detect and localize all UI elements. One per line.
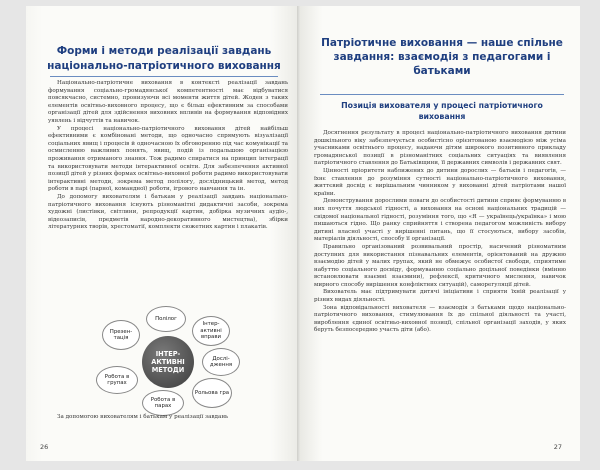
diagram-center: ІНТЕР-АКТИВНІ МЕТОДИ — [142, 336, 194, 388]
diagram-node: Робота в групах — [96, 366, 138, 394]
paragraph: Правильно організований розвивальний простір, насичений різноматним доступних для використання пізнавальних елементів, орієнтований на дружню взаємодію дітей у малих групах, який не обмежує особистої свободи, сприятиме набуттю соціального досвіду, формуванню соціально доцільної поведінки (вмінню встановлювати взаємні взаємини), рефлексії, критичного мислення, навичок мирного способу вирішення конфліктних ситуацій), саморегуляції дітей. — [314, 243, 566, 288]
interactive-methods-diagram — [74, 306, 264, 416]
page-number: 26 — [40, 443, 49, 451]
right-page-body — [314, 130, 566, 335]
paragraph: Досягнення результату в процесі національно-патріотичного виховання дитини дошкільного віку забезпечується особистісно орієнтованою взаємодією між усіма учасниками освітнього процесу, надаючи дітям широкого позитивного прикладу громадянської позиції в різноманітних соціальних ситуаціях та виявлення патріотичного ставлення до Батьківщини, її державних символів і державних свят. — [314, 130, 566, 167]
diagram-node: Рольова гра — [192, 378, 232, 408]
diagram-node: Дослі-дження — [202, 348, 240, 376]
diagram-node: Інтер-активні вправи — [192, 316, 230, 346]
paragraph: Національно-патріотичне виховання в контексті реалізації завдань формування соціально-громадянської компетентності має відбуватися повсякчасно, системно, пронизуючи всі моменти життя дітей. Жоден з таких елементів освітньо-виховного процесу, що є більш ефективним за способами організації дітей для здійснення виховних впливів на формування відповідних уявлень і відчуттів та навичок. — [48, 80, 288, 124]
diagram-node: Робота в парах — [142, 390, 184, 416]
diagram-node: Полілог — [146, 306, 186, 332]
paragraph: До допомогу вихователям і батькам у реалізації завдань національно-патріотичного виховання існують різноманітні дидактичні засоби, зокрема художні (листівки, світлини, репродукції картин, добірка музичних аудіо-, відеозаписів, предметів народно-декоративного мистецтва), збірки літературних творів, хрестоматії, комплекти сюжетних картин і плакатів. — [48, 193, 288, 231]
paragraph: Демонстрування дорослими поваги до особистості дитини сприяє формуванню в них почуття людської гідності, а виховання на основі національних традицій — свідомої національної гідності, розуміння того, що «Я — українець/українка» і мою пишаються гідно. Що ранку сприйняття і створена педагогом можливість вибору дитині власної участі у вирішенні питань, що її стосуються, вибору засобів, матеріалів діяльності, способу її організації. — [314, 198, 566, 243]
paragraph: За допомогою вихователям і батькам у реалізації завдань — [57, 414, 229, 420]
right-page-subtitle: Позиція вихователя у процесі патріотичного виховання — [341, 101, 543, 121]
paragraph: Вихователь має підтримувати дитячі ініціативи і сприяти їхній реалізації у різних видах діяльності. — [314, 289, 566, 304]
title-divider — [50, 76, 278, 77]
left-page-body — [48, 80, 288, 232]
paragraph: У процесі національно-патріотичного виховання дітей найбільш ефективними є комбіновані методи, що одночасно спрямують візуалізації соціальних явищ і процесів й одночасною їх обговоренню під час комунікації та осмисленню важливих понять, явищ, подій із подальшою організацією проживання отриманого знання. Тож радимо спиратися на принцип інтеграції та використовувати методи інтерактивної освіти. Для забезпечення активної позиції дітей у різних формах освітньо-виховної роботи радимо використовувати інтерактивні методи, зокрема метод полілогу, дослідницький метод, метод роботи в парі (парної, командної) роботи, ігрового навчання та ін. — [48, 125, 288, 193]
left-page — [26, 6, 298, 461]
diagram-node: Презен-тація — [102, 320, 140, 350]
paragraph: Зона відповідальності вихователя — взаємодія з батьками щодо національно-патріотичного виховання, стимулювання їх до спільної діяльності та участі, вироблення єдиної освітньо-виховної позиції, спільної організації заходів, у яких беруть безпосередню участь діти (або). — [314, 304, 566, 334]
title-divider — [320, 94, 564, 95]
right-page-title: Патріотичне виховання — наше спільне завдання: взаємодія з педагогами і батьками — [321, 37, 563, 77]
left-page-body-bottom — [48, 414, 288, 422]
paragraph: Цінності пріоритети наближених до дитини дорослих — батьків і педагогів, — їхнє ставлення до розуміння сутності національно-патріотичного виховання, життєвий досвід є вирішальним чинником у вихованні дітей патріотами нашої країни. — [314, 167, 566, 197]
page-number: 27 — [553, 443, 562, 451]
right-page — [300, 6, 580, 461]
left-page-title: Форми і методи реалізації завдань національно-патріотичного виховання — [47, 45, 281, 72]
